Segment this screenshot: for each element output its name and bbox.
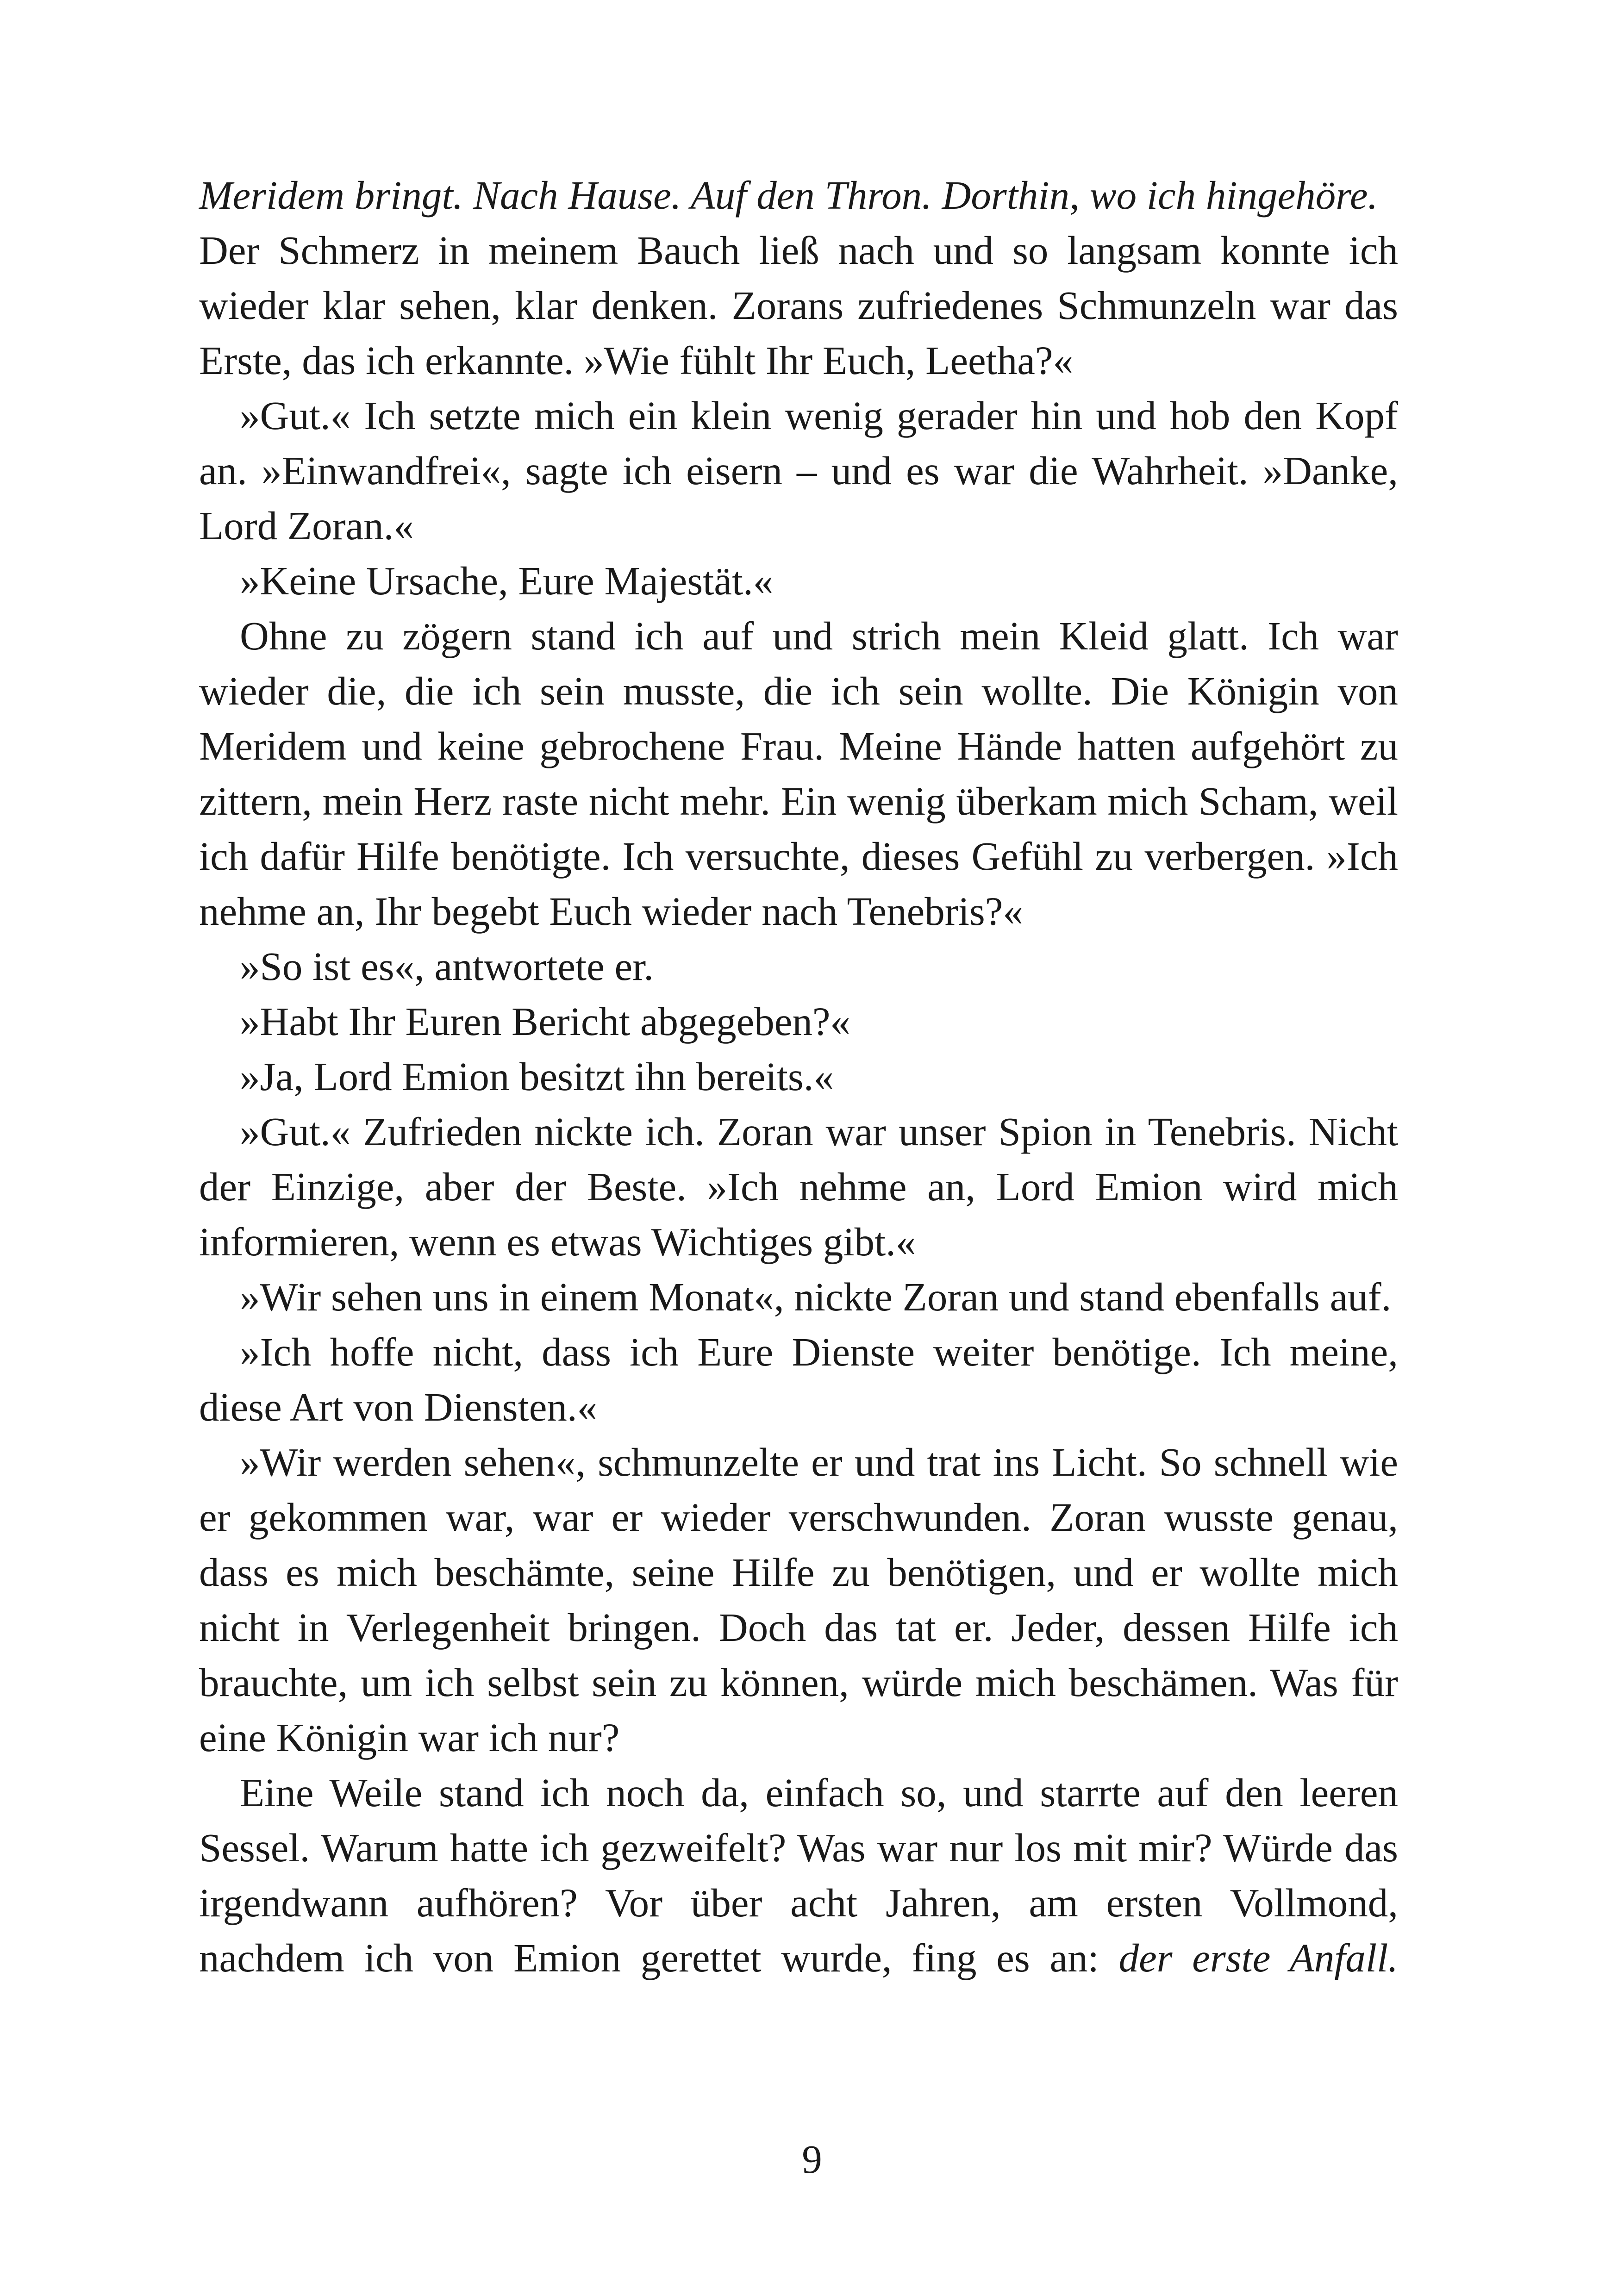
text-run: Ohne zu zögern stand ich auf und strich mein Kleid glatt. Ich war wieder die, die ich sein musste, die ich sein wollte. Die Königin von Meridem und keine gebrochene Frau. Meine Hände hatten aufgehört zu zittern, mein Herz raste nicht mehr. Ein wenig überkam mich Scham, weil ich dafür Hilfe benötigte. Ich versuchte, dieses Gefühl zu verbergen. »Ich nehme an, Ihr begebt Euch wieder nach Tenebris?«	[199, 613, 1398, 934]
paragraph	[199, 939, 1398, 994]
paragraph	[199, 1765, 1398, 1985]
text-run: »Habt Ihr Euren Bericht abgegeben?«	[240, 999, 850, 1044]
text-run: »Wir sehen uns in einem Monat«, nickte Zoran und stand ebenfalls auf.	[240, 1274, 1392, 1319]
paragraph	[199, 388, 1398, 553]
paragraph	[199, 1049, 1398, 1104]
paragraph	[199, 168, 1398, 223]
paragraph	[199, 994, 1398, 1049]
text-run: »Ich hoffe nicht, dass ich Eure Dienste weiter benötige. Ich meine, diese Art von Diensten.«	[199, 1329, 1398, 1429]
text-run: »Wir werden sehen«, schmunzelte er und trat ins Licht. So schnell wie er gekommen war, war er wieder verschwunden. Zoran wusste genau, dass es mich beschämte, seine Hilfe zu benötigen, und er wollte mich nicht in Verlegenheit bringen. Doch das tat er. Jeder, dessen Hilfe ich brauchte, um ich selbst sein zu können, würde mich beschämen. Was für eine Königin war ich nur?	[199, 1440, 1398, 1760]
text-run: »Keine Ursache, Eure Majestät.«	[240, 558, 774, 603]
italic-text: Meridem bringt. Nach Hause. Auf den Thron. Dorthin, wo ich hingehöre.	[199, 173, 1378, 218]
text-run: »Gut.« Zufrieden nickte ich. Zoran war unser Spion in Tenebris. Nicht der Einzige, aber der Beste. »Ich nehme an, Lord Emion wird mich informieren, wenn es etwas Wichtiges gibt.«	[199, 1109, 1398, 1264]
paragraph	[199, 223, 1398, 388]
text-run: Eine Weile stand ich noch da, einfach so, und starrte auf den leeren Sessel. Warum hatte ich gezweifelt? Was war nur los mit mir? Würde das irgendwann aufhören? Vor über acht Jahren, am ersten Vollmond, nachdem ich von Emion gerettet wurde, fing es an:	[199, 1770, 1398, 1980]
paragraph	[199, 1324, 1398, 1434]
italic-text: der erste Anfall.	[1118, 1935, 1399, 1980]
paragraph	[199, 553, 1398, 608]
page-number: 9	[802, 2137, 822, 2182]
text-run: »So ist es«, antwortete er.	[240, 944, 654, 989]
paragraph	[199, 1269, 1398, 1324]
paragraph	[199, 1104, 1398, 1269]
text-run: »Ja, Lord Emion besitzt ihn bereits.«	[240, 1054, 834, 1099]
body-text	[199, 168, 1398, 1985]
paragraph	[199, 1434, 1398, 1765]
text-run: »Gut.« Ich setzte mich ein klein wenig gerader hin und hob den Kopf an. »Einwandfrei«, sagte ich eisern – und es war die Wahrheit. »Danke, Lord Zoran.«	[199, 393, 1398, 548]
text-run: Der Schmerz in meinem Bauch ließ nach und so langsam konnte ich wieder klar sehen, klar denken. Zorans zufriedenes Schmunzeln war das Erste, das ich erkannte. »Wie fühlt Ihr Euch, Leetha?«	[199, 228, 1398, 383]
paragraph	[199, 608, 1398, 939]
